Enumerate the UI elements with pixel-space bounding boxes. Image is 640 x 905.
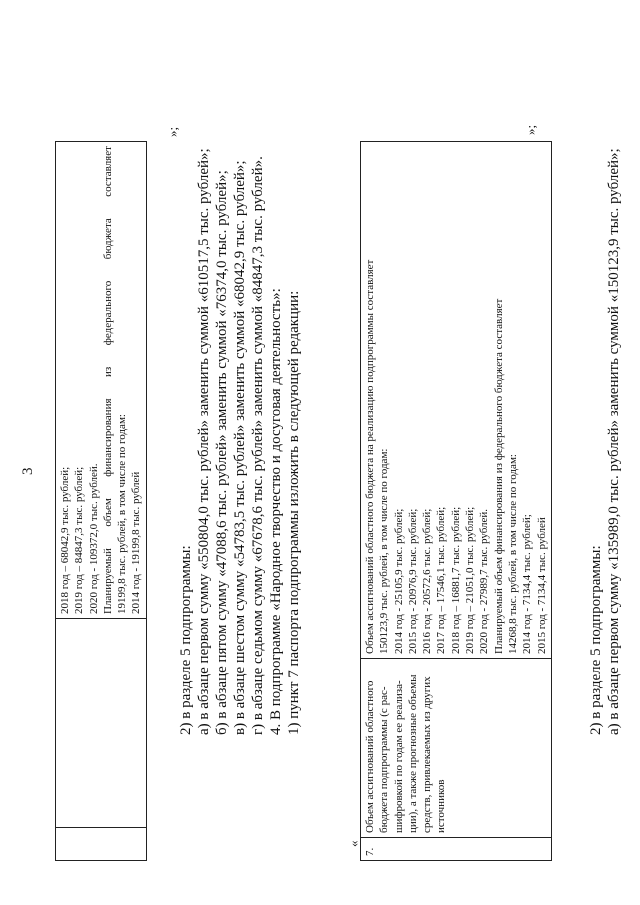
text-line: Планируемый объем финансирования из федерального бюджета составляет [492, 298, 505, 654]
paragraph: б) в абзаце пятом сумму «47088,6 тыс. рублей» заменить суммой «76374,0 тыс. рублей»; [214, 170, 230, 735]
text-line: 2019 год – 84847,3 тыс. рублей; [73, 466, 86, 614]
text-line: 2015 год - 7134,4 тыс. рублей [535, 517, 548, 654]
text-line: 2018 год – 68042,9 тыс. рублей; [59, 466, 71, 614]
text-line: Объем ассигнований областного бюджета на реализацию подпрограммы составляет [364, 259, 376, 654]
paragraph: 1) пункт 7 паспорта подпрограммы изложить в следующей редакции: [286, 290, 302, 735]
word: федерального [101, 280, 114, 346]
table-cell-number [56, 828, 147, 861]
justified-line [101, 146, 115, 614]
text-line: 19199,8 тыс. рублей, в том числе по годам: [116, 414, 129, 614]
paragraph: 2) в разделе 5 подпрограммы: [178, 545, 194, 735]
table-cell-number: 7. [361, 838, 552, 861]
text-line: Объем ассигнований областного [364, 680, 376, 833]
paragraph: а) в абзаце первом сумму «135989,0 тыс. рублей» заменить суммой «150123,9 тыс. рублей»; [606, 148, 622, 735]
word: объем [101, 498, 114, 527]
text-line: 2014 год - 25105,9 тыс. рублей; [392, 508, 405, 654]
text-line: 14268,8 тыс. рублей, в том числе по годам: [506, 454, 519, 654]
text-line: средств, привлекаемых из других [421, 676, 434, 833]
text-line: бюджета подпрограммы (с рас- [378, 686, 391, 833]
text-line: 2017 год – 17546,1 тыс. рублей; [435, 506, 448, 654]
paragraph: а) в абзаце первом сумму «550804,0 тыс. рублей» заменить суммой «610517,5 тыс. рублей»; [196, 148, 212, 735]
closing-quote: »; [165, 126, 180, 137]
table-cell-label [361, 659, 552, 838]
text-line: 150123,9 тыс. рублей, в том числе по годам: [378, 448, 391, 654]
paragraph: 2) в разделе 5 подпрограммы: [588, 545, 604, 735]
text-line: 2020 год - 109372,0 тыс. рублей. [87, 463, 100, 614]
opening-quote: « [346, 840, 361, 847]
word: финансирования [101, 398, 114, 477]
passport-table-continued [55, 141, 147, 861]
table-cell-value [361, 142, 552, 659]
text-line: ции), а также прогнозные объемы [406, 674, 419, 833]
passport-table [360, 141, 552, 861]
table-cell-value [56, 142, 147, 619]
text-line: источников [435, 779, 448, 833]
page-number: 3 [20, 467, 36, 475]
text-line: 2019 год – 21051,0 тыс. рублей; [464, 506, 477, 654]
word: из [101, 366, 114, 377]
text-line: 2014 год - 19199,8 тыс. рублей [130, 471, 143, 614]
paragraph: в) в абзаце шестом сумму «54783,5 тыс. рублей» заменить суммой «68042,9 тыс. рублей»; [232, 160, 248, 735]
paragraph: 4. В подпрограмме «Народное творчество и досуговая деятельность»: [268, 288, 284, 735]
table-cell-label [56, 619, 147, 828]
table-row [56, 142, 147, 861]
text-line: 2020 год - 27989,7 тыс. рублей. [478, 508, 491, 654]
text-line: 2015 год - 20976,9 тыс. рублей; [406, 508, 419, 654]
text-line: шифровкой по годам ее реализа- [392, 680, 405, 833]
paragraph: г) в абзаце седьмом сумму «67678,6 тыс. рублей» заменить суммой «84847,3 тыс. рублей». [250, 156, 266, 735]
word: бюджета [101, 218, 114, 260]
text-line: 2018 год – 16881,7 тыс. рублей; [449, 506, 462, 654]
word: составляет [101, 146, 114, 197]
text-line: 2016 год - 20572,6 тыс. рублей; [421, 508, 434, 654]
word: Планируемый [101, 548, 114, 614]
text-line: 2014 год - 7134,4 тыс. рублей; [521, 514, 534, 654]
closing-quote: »; [523, 124, 538, 135]
table-row [361, 142, 552, 861]
